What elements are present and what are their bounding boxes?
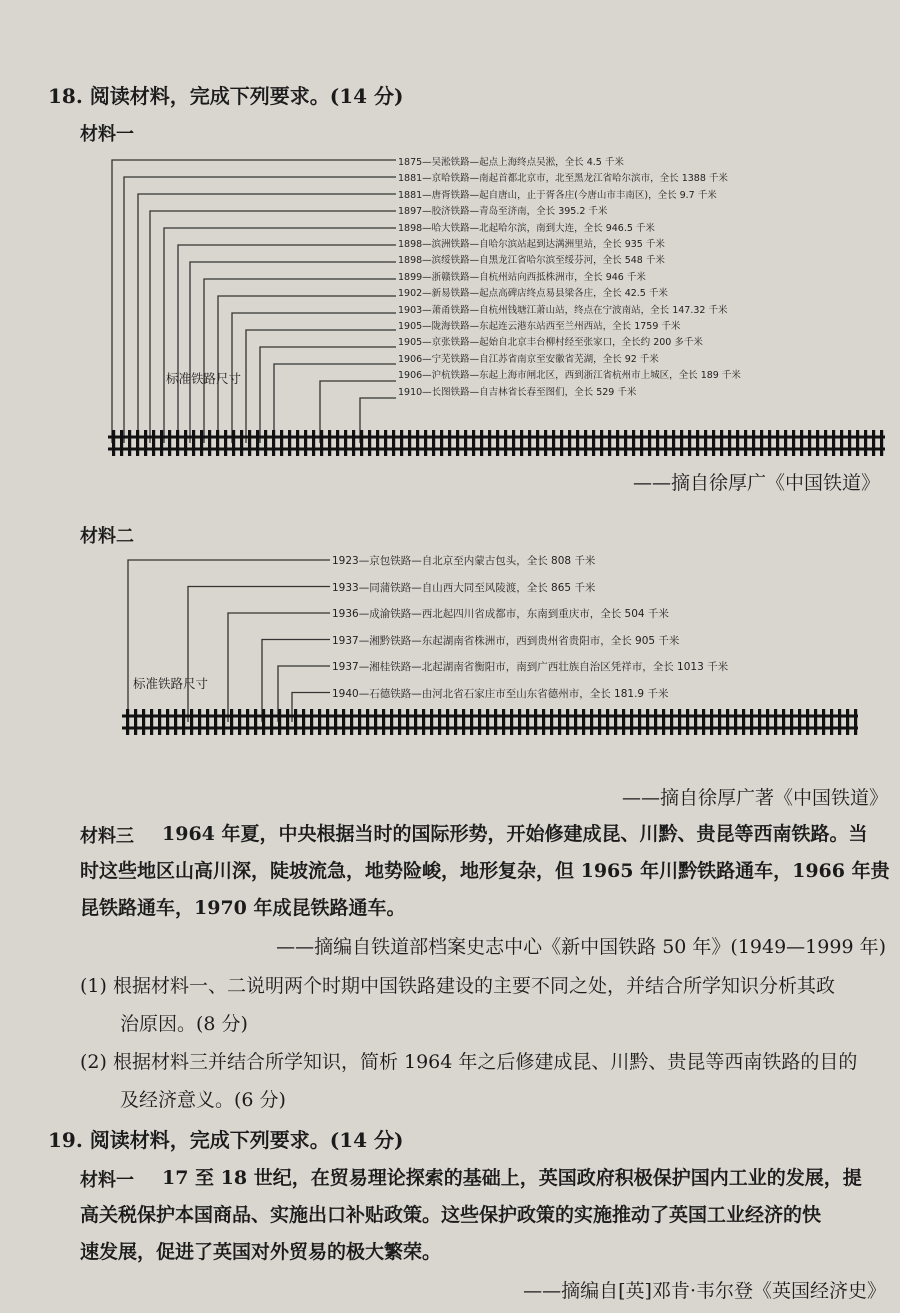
m1-track-sleeper: [280, 430, 283, 456]
m1-track-sleeper: [592, 430, 595, 456]
m2-track-sleeper: [566, 709, 569, 735]
m1-leader-line: [218, 296, 396, 443]
m1-track-sleeper: [160, 430, 163, 456]
m1-track-sleeper: [168, 430, 171, 456]
m2-track-sleeper: [606, 709, 609, 735]
m2-track-sleeper: [718, 709, 721, 735]
m1-railway-entry: 1902—新易铁路—起点高碑店终点易县梁各庄，全长 42.5 千米: [398, 288, 668, 300]
m1-railway-entry: 1898—哈大铁路—北起哈尔滨，南到大连，全长 946.5 千米: [398, 222, 655, 234]
m2-track-sleeper: [310, 709, 313, 735]
m1-track-sleeper: [872, 430, 875, 456]
m1-track-sleeper: [208, 430, 211, 456]
m1-track-sleeper: [880, 430, 883, 456]
m1-track-sleeper: [416, 430, 419, 456]
m2-track-sleeper: [270, 709, 273, 735]
m1-track-sleeper: [288, 430, 291, 456]
m1-railway-entry: 1898—滨绥铁路—自黑龙江省哈尔滨至绥芬河，全长 548 千米: [398, 255, 665, 267]
m2-track-sleeper: [678, 709, 681, 735]
m1-track-sleeper: [120, 430, 123, 456]
m2-track-sleeper: [670, 709, 673, 735]
m2-track-sleeper: [238, 709, 241, 735]
m3-line-2: 时这些地区山高川深，陡坡流急，地势险峻，地形复杂，但 1965 年川黔铁路通车，1966 年贵: [80, 860, 890, 882]
m1-railway-entry: 1897—胶济铁路—青岛至济南，全长 395.2 千米: [398, 206, 608, 218]
m1-railway-entry: 1875—吴淞铁路—起点上海终点吴淞，全长 4.5 千米: [398, 157, 624, 168]
m2-track-sleeper: [582, 709, 585, 735]
q19-m1-source: ——摘编自[英]邓肯·韦尔登《英国经济史》: [523, 1280, 886, 1302]
m1-track-sleeper: [712, 430, 715, 456]
m1-track-sleeper: [112, 430, 115, 456]
m1-railway-entry: 1898—滨洲铁路—自哈尔滨站起到达满洲里站，全长 935 千米: [398, 239, 665, 250]
m2-track-sleeper: [486, 709, 489, 735]
m2-track-sleeper: [374, 709, 377, 735]
m2-track-sleeper: [158, 709, 161, 735]
m1-railway-entry: 1881—京哈铁路—南起首都北京市，北至黑龙江省哈尔滨市，全长 1388 千米: [398, 173, 728, 185]
m1-railway-entry: 1903—萧甬铁路—自杭州钱塘江萧山站，终点在宁波南站，全长 147.32 千米: [398, 304, 728, 316]
m2-track-sleeper: [742, 709, 745, 735]
m2-track-sleeper: [710, 709, 713, 735]
m2-track-sleeper: [550, 709, 553, 735]
m2-track-sleeper: [166, 709, 169, 735]
m1-track-sleeper: [816, 430, 819, 456]
m1-leader-line: [232, 313, 396, 443]
m1-track-sleeper: [224, 430, 227, 456]
m1-track-sleeper: [784, 430, 787, 456]
m2-track-sleeper: [254, 709, 257, 735]
m1-track-sleeper: [400, 430, 403, 456]
m2-track-sleeper: [478, 709, 481, 735]
m1-track-sleeper: [664, 430, 667, 456]
m2-track-sleeper: [390, 709, 393, 735]
m3-source: ——摘编自铁道部档案史志中心《新中国铁路 50 年》(1949—1999 年): [276, 936, 886, 958]
m2-track-sleeper: [598, 709, 601, 735]
m1-track-sleeper: [152, 430, 155, 456]
m2-track-sleeper: [814, 709, 817, 735]
m1-track-sleeper: [808, 430, 811, 456]
q19-m1-line-2: 高关税保护本国商品、实施出口补贴政策。这些保护政策的实施推动了英国工业经济的快: [80, 1204, 822, 1226]
m2-leader-line: [128, 560, 330, 722]
m1-track-sleeper: [624, 430, 627, 456]
m2-standard-gauge-label: 标准铁路尺寸: [133, 676, 209, 691]
m1-track-sleeper: [440, 430, 443, 456]
m3-line-3: 昆铁路通车，1970 年成昆铁路通车。: [80, 897, 406, 919]
m1-track-sleeper: [200, 430, 203, 456]
m2-track-sleeper: [230, 709, 233, 735]
m1-track-sleeper: [776, 430, 779, 456]
q18-question-2-line-2: 及经济意义。(6 分): [120, 1089, 286, 1111]
m1-track-sleeper: [608, 430, 611, 456]
m2-track-sleeper: [198, 709, 201, 735]
m2-track-sleeper: [342, 709, 345, 735]
q18-question-2-line-1: (2) 根据材料三并结合所学知识，简析 1964 年之后修建成昆、川黔、贵昆等西南铁路的目的: [80, 1051, 858, 1073]
m2-track-sleeper: [382, 709, 385, 735]
m1-track-sleeper: [144, 430, 147, 456]
m2-track-sleeper: [150, 709, 153, 735]
m1-standard-gauge-label: 标准铁路尺寸: [166, 371, 242, 386]
m1-track-sleeper: [232, 430, 235, 456]
m1-track-sleeper: [728, 430, 731, 456]
m2-track-sleeper: [174, 709, 177, 735]
m1-leader-line: [204, 279, 396, 443]
m2-track-sleeper: [494, 709, 497, 735]
m1-track-sleeper: [520, 430, 523, 456]
q18-material3-label: 材料三: [80, 826, 134, 847]
m2-track-sleeper: [446, 709, 449, 735]
m2-track-sleeper: [438, 709, 441, 735]
m2-track-sleeper: [790, 709, 793, 735]
m1-track-sleeper: [480, 430, 483, 456]
q18-material1-label: 材料一: [80, 124, 134, 145]
q18-title: 18. 阅读材料，完成下列要求。(14 分): [48, 84, 404, 108]
m1-track-sleeper: [848, 430, 851, 456]
m2-source: ——摘自徐厚广著《中国铁道》: [621, 787, 888, 809]
m1-track-sleeper: [512, 430, 515, 456]
q19-title: 19. 阅读材料，完成下列要求。(14 分): [48, 1128, 404, 1152]
m2-track-sleeper: [518, 709, 521, 735]
m1-track-sleeper: [760, 430, 763, 456]
m1-railway-entry: 1906—沪杭铁路—东起上海市闸北区，西到浙江省杭州市上城区，全长 189 千米: [398, 370, 741, 382]
m2-track-sleeper: [286, 709, 289, 735]
m2-track-sleeper: [134, 709, 137, 735]
m1-track-sleeper: [576, 430, 579, 456]
q18-material2-label: 材料二: [80, 526, 134, 547]
m1-track-sleeper: [368, 430, 371, 456]
m1-track-sleeper: [744, 430, 747, 456]
m2-track-sleeper: [398, 709, 401, 735]
m2-track-sleeper: [294, 709, 297, 735]
m1-track-sleeper: [832, 430, 835, 456]
m2-railway-entry: 1940—石德铁路—由河北省石家庄市至山东省德州市，全长 181.9 千米: [332, 687, 669, 700]
m1-track-sleeper: [240, 430, 243, 456]
m2-track-sleeper: [366, 709, 369, 735]
m2-track-sleeper: [126, 709, 129, 735]
m2-track-sleeper: [182, 709, 185, 735]
m2-track-sleeper: [190, 709, 193, 735]
m1-track-sleeper: [552, 430, 555, 456]
m2-track-sleeper: [854, 709, 857, 735]
m1-track-sleeper: [320, 430, 323, 456]
m1-leader-line: [178, 245, 396, 443]
m1-railway-entry: 1906—宁芜铁路—自江苏省南京至安徽省芜湖，全长 92 千米: [398, 353, 659, 365]
m1-track-sleeper: [632, 430, 635, 456]
m1-track-sleeper: [392, 430, 395, 456]
m1-track-sleeper: [264, 430, 267, 456]
m1-track-sleeper: [376, 430, 379, 456]
m1-track-sleeper: [672, 430, 675, 456]
m2-track-sleeper: [638, 709, 641, 735]
m1-track-sleeper: [528, 430, 531, 456]
m1-track-sleeper: [136, 430, 139, 456]
m1-track-sleeper: [800, 430, 803, 456]
m1-track-sleeper: [792, 430, 795, 456]
m1-track-sleeper: [216, 430, 219, 456]
m2-track-sleeper: [534, 709, 537, 735]
m2-track-sleeper: [774, 709, 777, 735]
m1-track-sleeper: [616, 430, 619, 456]
m1-track-sleeper: [312, 430, 315, 456]
m2-railway-entry: 1933—同蒲铁路—自山西大同至风陵渡，全长 865 千米: [332, 581, 596, 594]
m2-track-sleeper: [142, 709, 145, 735]
m1-track-sleeper: [128, 430, 131, 456]
m2-track-sleeper: [462, 709, 465, 735]
m1-track-sleeper: [408, 430, 411, 456]
m1-leader-line: [260, 347, 396, 443]
m2-track-sleeper: [646, 709, 649, 735]
m2-track-sleeper: [750, 709, 753, 735]
m1-leader-line: [112, 160, 396, 443]
m2-railway-entry: 1937—湘桂铁路—北起湖南省衡阳市，南到广西壮族自治区凭祥市，全长 1013 千米: [332, 661, 729, 673]
m1-track-sleeper: [448, 430, 451, 456]
m1-track-sleeper: [504, 430, 507, 456]
q19-material1-label: 材料一: [80, 1170, 134, 1191]
m2-track-sleeper: [734, 709, 737, 735]
m2-track-sleeper: [806, 709, 809, 735]
m2-track-sleeper: [246, 709, 249, 735]
m1-track-sleeper: [328, 430, 331, 456]
m2-track-sleeper: [502, 709, 505, 735]
m1-track-sleeper: [640, 430, 643, 456]
m1-railway-entry: 1910—长图铁路—自吉林省长春至图们，全长 529 千米: [398, 386, 637, 398]
m2-track-sleeper: [326, 709, 329, 735]
m1-track-sleeper: [472, 430, 475, 456]
m1-track-sleeper: [544, 430, 547, 456]
m1-track-sleeper: [600, 430, 603, 456]
m1-track-sleeper: [648, 430, 651, 456]
m2-track-sleeper: [654, 709, 657, 735]
m2-track-sleeper: [574, 709, 577, 735]
m1-track-sleeper: [680, 430, 683, 456]
m2-track-sleeper: [846, 709, 849, 735]
m2-track-sleeper: [782, 709, 785, 735]
m2-track-sleeper: [350, 709, 353, 735]
m2-track-sleeper: [822, 709, 825, 735]
m2-track-sleeper: [454, 709, 457, 735]
m2-track-sleeper: [542, 709, 545, 735]
m2-track-sleeper: [510, 709, 513, 735]
m1-track-sleeper: [496, 430, 499, 456]
m2-railway-entry: 1937—湘黔铁路—东起湖南省株洲市，西到贵州省贵阳市，全长 905 千米: [332, 634, 680, 647]
m1-source: ——摘自徐厚广《中国铁道》: [632, 472, 880, 494]
m2-track-sleeper: [686, 709, 689, 735]
m3-line-1: 1964 年夏，中央根据当时的国际形势，开始修建成昆、川黔、贵昆等西南铁路。当: [162, 823, 868, 845]
m2-track-sleeper: [766, 709, 769, 735]
m2-railway-entry: 1936—成渝铁路—西北起四川省成都市，东南到重庆市，全长 504 千米: [332, 608, 669, 620]
m2-track-sleeper: [470, 709, 473, 735]
m2-leader-line: [228, 613, 330, 722]
m1-track-sleeper: [656, 430, 659, 456]
m2-track-sleeper: [422, 709, 425, 735]
m1-track-sleeper: [336, 430, 339, 456]
m1-railway-entry: 1905—陇海铁路—东起连云港东站西至兰州西站，全长 1759 千米: [398, 321, 681, 332]
q18-question-1-line-2: 治原因。(8 分): [120, 1013, 248, 1035]
m1-leader-line: [190, 262, 396, 443]
m2-leader-line: [188, 587, 330, 723]
m2-track-sleeper: [614, 709, 617, 735]
m1-leader-line: [150, 211, 396, 443]
m1-track-sleeper: [696, 430, 699, 456]
m1-track-sleeper: [840, 430, 843, 456]
m2-track-sleeper: [302, 709, 305, 735]
m1-track-sleeper: [568, 430, 571, 456]
q19-m1-line-1: 17 至 18 世纪，在贸易理论探索的基础上，英国政府积极保护国内工业的发展，提: [162, 1167, 862, 1189]
m2-track-sleeper: [214, 709, 217, 735]
m1-track-sleeper: [184, 430, 187, 456]
m1-track-sleeper: [456, 430, 459, 456]
m1-track-sleeper: [752, 430, 755, 456]
m1-track-sleeper: [584, 430, 587, 456]
m1-track-sleeper: [176, 430, 179, 456]
m2-track-sleeper: [662, 709, 665, 735]
m2-track-sleeper: [694, 709, 697, 735]
m1-track-sleeper: [384, 430, 387, 456]
m1-railway-entry: 1905—京张铁路—起始自北京丰台柳村经至张家口，全长约 200 多千米: [398, 337, 703, 349]
m1-track-sleeper: [256, 430, 259, 456]
q18-question-1-line-1: (1) 根据材料一、二说明两个时期中国铁路建设的主要不同之处，并结合所学知识分析其政: [80, 975, 835, 997]
m1-track-sleeper: [360, 430, 363, 456]
m2-track-sleeper: [358, 709, 361, 735]
m2-track-sleeper: [262, 709, 265, 735]
m2-track-sleeper: [830, 709, 833, 735]
m1-track-sleeper: [464, 430, 467, 456]
m1-track-sleeper: [536, 430, 539, 456]
m1-track-sleeper: [736, 430, 739, 456]
m1-track-sleeper: [272, 430, 275, 456]
m2-railway-entry: 1923—京包铁路—自北京至内蒙古包头，全长 808 千米: [332, 555, 596, 567]
m1-track-sleeper: [720, 430, 723, 456]
q19-m1-line-3: 速发展，促进了英国对外贸易的极大繁荣。: [80, 1241, 442, 1263]
m2-track-sleeper: [526, 709, 529, 735]
m2-track-sleeper: [318, 709, 321, 735]
m1-track-sleeper: [352, 430, 355, 456]
m1-track-sleeper: [704, 430, 707, 456]
m2-track-sleeper: [430, 709, 433, 735]
m1-track-sleeper: [432, 430, 435, 456]
m2-track-sleeper: [726, 709, 729, 735]
m1-track-sleeper: [768, 430, 771, 456]
m1-track-sleeper: [824, 430, 827, 456]
m1-track-sleeper: [488, 430, 491, 456]
m2-track-sleeper: [414, 709, 417, 735]
m1-track-sleeper: [296, 430, 299, 456]
m1-railway-entry: 1899—浙赣铁路—自杭州站向西抵株洲市，全长 946 千米: [398, 271, 646, 283]
m1-track-sleeper: [688, 430, 691, 456]
m1-leader-line: [138, 194, 396, 443]
m1-track-sleeper: [560, 430, 563, 456]
m1-track-sleeper: [192, 430, 195, 456]
m1-track-sleeper: [424, 430, 427, 456]
m1-track-sleeper: [856, 430, 859, 456]
m2-track-sleeper: [406, 709, 409, 735]
m2-track-sleeper: [334, 709, 337, 735]
m2-track-sleeper: [630, 709, 633, 735]
m1-track-sleeper: [304, 430, 307, 456]
m2-track-sleeper: [838, 709, 841, 735]
m2-track-sleeper: [798, 709, 801, 735]
m2-track-sleeper: [558, 709, 561, 735]
m1-railway-entry: 1881—唐胥铁路—起自唐山，止于胥各庄(今唐山市丰南区)，全长 9.7 千米: [398, 189, 717, 201]
m2-track-sleeper: [222, 709, 225, 735]
m2-track-sleeper: [590, 709, 593, 735]
m2-track-sleeper: [622, 709, 625, 735]
m2-track-sleeper: [758, 709, 761, 735]
m2-track-sleeper: [702, 709, 705, 735]
m1-track-sleeper: [344, 430, 347, 456]
m1-track-sleeper: [248, 430, 251, 456]
m2-track-sleeper: [278, 709, 281, 735]
m1-leader-line: [164, 228, 396, 443]
m2-track-sleeper: [206, 709, 209, 735]
m1-track-sleeper: [864, 430, 867, 456]
